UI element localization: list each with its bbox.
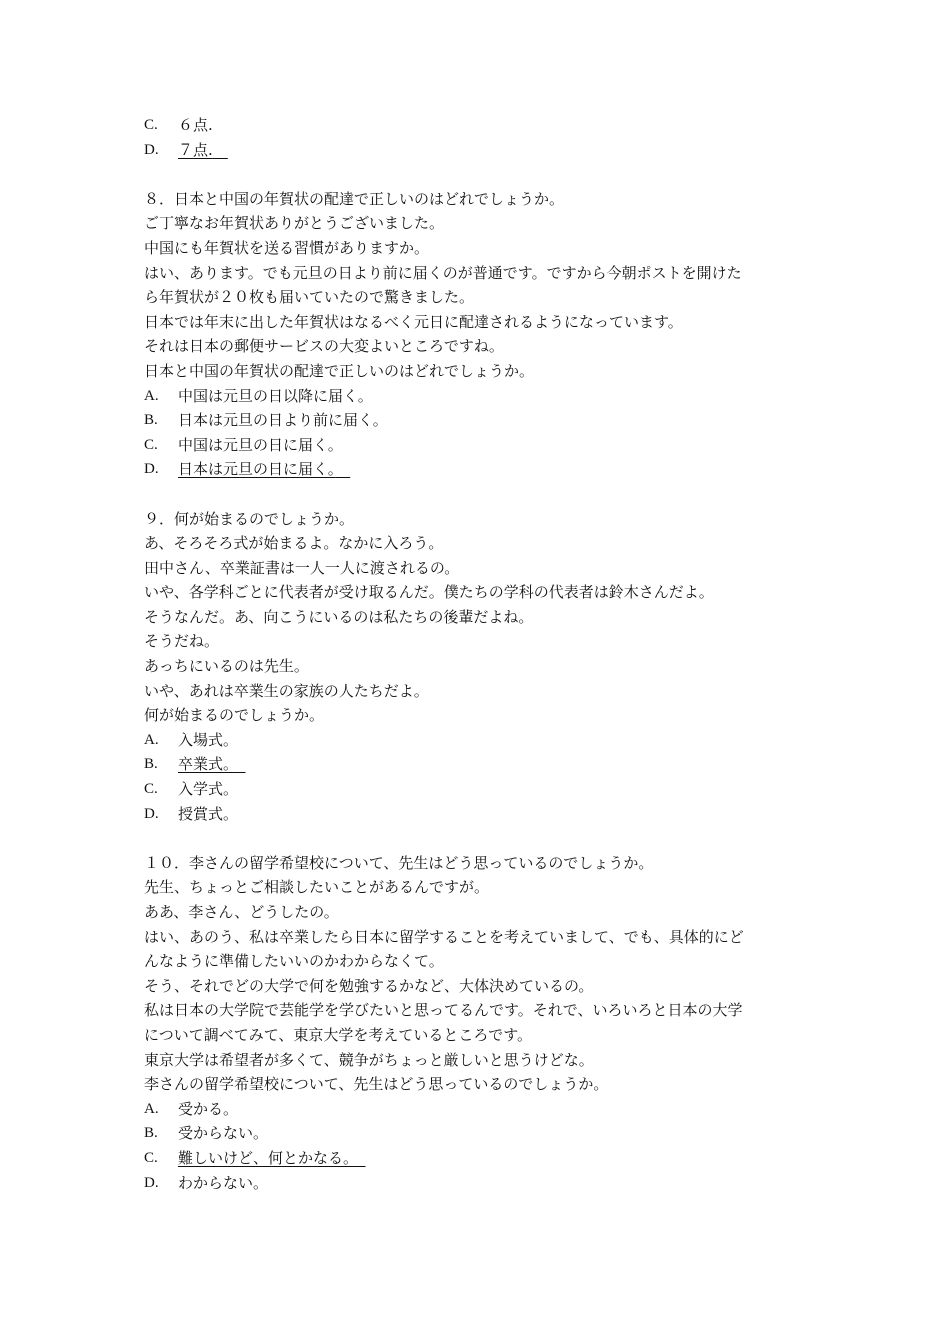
option-text: ７点. xyxy=(178,140,213,159)
answer-option xyxy=(144,408,824,433)
option-text: 入場式。 xyxy=(178,730,239,749)
option-text: ６点. xyxy=(178,116,213,134)
answer-option-correct xyxy=(144,752,824,777)
text-line: それは日本の郵便サービスの大変よいところですね。 xyxy=(144,337,504,356)
text-line: ああ、李さん、どうしたの。 xyxy=(144,903,339,921)
text-line: ら年賀状が２０枚も届いていたので驚きました。 xyxy=(144,288,475,307)
text-line: そうだね。 xyxy=(144,632,220,651)
answer-option xyxy=(144,777,824,802)
text-line: 田中さん、卒業証書は一人一人に渡されるの。 xyxy=(144,558,460,577)
answer-option-correct xyxy=(144,457,824,482)
text-line: 先生、ちょっとご相談したいことがあるんですが。 xyxy=(144,878,490,897)
text-line: そう、それでどの大学で何を勉強するかなど、大体決めているの。 xyxy=(144,976,594,995)
option-letter: C. xyxy=(144,117,158,133)
answer-option xyxy=(144,802,824,827)
text-line: 日本では年末に出した年賀状はなるべく元日に配達されるようになっています。 xyxy=(144,312,683,331)
option-letter: D. xyxy=(144,141,159,158)
text-line: ご丁寧なお年賀状ありがとうございました。 xyxy=(144,214,445,233)
blank-line xyxy=(144,482,824,507)
option-text: 中国は元旦の日以降に届く。 xyxy=(178,386,373,405)
text-line: いや、各学科ごとに代表者が受け取るんだ。僕たちの学科の代表者は鈴木さんだよ。 xyxy=(144,583,714,602)
option-letter: D. xyxy=(144,1174,159,1191)
option-letter: C. xyxy=(144,436,158,453)
blank-line xyxy=(144,826,824,851)
blank-line xyxy=(144,162,824,187)
text-line: 日本と中国の年賀状の配達で正しいのはどれでしょうか。 xyxy=(144,361,535,380)
text-line: について調べてみて、東京大学を考えているところです。 xyxy=(144,1025,533,1044)
text-line: はい、あのう、私は卒業したら日本に留学することを考えていまして、でも、具体的にど xyxy=(144,927,744,946)
answer-option xyxy=(144,384,824,409)
text-line: 李さんの留学希望校について、先生はどう思っているのでしょうか。 xyxy=(144,1075,609,1094)
option-letter: B. xyxy=(144,756,158,773)
option-text: わからない。 xyxy=(178,1173,269,1192)
option-text: 難しいけど、何とかなる。 xyxy=(178,1148,351,1167)
option-letter: D. xyxy=(144,461,159,478)
text-line: そうなんだ。あ、向こうにいるのは私たちの後輩だよね。 xyxy=(144,607,534,626)
answer-option-correct xyxy=(144,1146,824,1171)
text-line: あっちにいるのは先生。 xyxy=(144,657,309,676)
document-body xyxy=(144,113,824,1195)
option-text: 受からない。 xyxy=(178,1124,269,1143)
text-line: はい、あります。でも元旦の日より前に届くのが普通です。ですから今朝ポストを開けた xyxy=(144,263,742,282)
text-line: 私は日本の大学院で芸能学を学びたいと思ってるんです。それで、いろいろと日本の大学 xyxy=(144,1001,743,1020)
text-line: 東京大学は希望者が多くて、競争がちょっと厳しいと思うけどな。 xyxy=(144,1050,594,1069)
answer-option-correct xyxy=(144,138,824,163)
option-text: 受かる。 xyxy=(178,1099,239,1118)
option-letter: C. xyxy=(144,781,158,798)
option-letter: B. xyxy=(144,412,158,429)
option-letter: B. xyxy=(144,1125,158,1142)
answer-option xyxy=(144,1171,824,1196)
text-line: １０．李さんの留学希望校について、先生はどう思っているのでしょうか。 xyxy=(144,853,654,872)
answer-option xyxy=(144,1121,824,1146)
text-line: いや、あれは卒業生の家族の人たちだよ。 xyxy=(144,681,429,700)
answer-option xyxy=(144,1097,824,1122)
option-letter: D. xyxy=(144,805,159,822)
answer-option xyxy=(144,433,824,458)
option-letter: C. xyxy=(144,1149,158,1166)
option-text: 日本は元旦の日より前に届く。 xyxy=(178,411,388,430)
option-text: 中国は元旦の日に届く。 xyxy=(178,435,343,454)
answer-option xyxy=(144,113,824,138)
text-line: 中国にも年賀状を送る習慣がありますか。 xyxy=(144,238,430,257)
answer-option xyxy=(144,728,824,753)
option-text: 日本は元旦の日に届く。 xyxy=(178,460,336,479)
text-line: ８．日本と中国の年賀状の配達で正しいのはどれでしょうか。 xyxy=(144,189,565,208)
option-text: 卒業式。 xyxy=(178,755,231,774)
option-text: 入学式。 xyxy=(178,780,239,799)
option-text: 授賞式。 xyxy=(178,804,239,823)
option-letter: A. xyxy=(144,731,159,748)
text-line: あ、そろそろ式が始まるよ。なかに入ろう。 xyxy=(144,534,444,553)
option-letter: A. xyxy=(144,1100,159,1117)
text-line: 何が始まるのでしょうか。 xyxy=(144,706,325,725)
option-letter: A. xyxy=(144,387,159,404)
text-line: ９．何が始まるのでしょうか。 xyxy=(144,509,355,528)
text-line: んなように準備したいいのかわからなくて。 xyxy=(144,952,444,971)
